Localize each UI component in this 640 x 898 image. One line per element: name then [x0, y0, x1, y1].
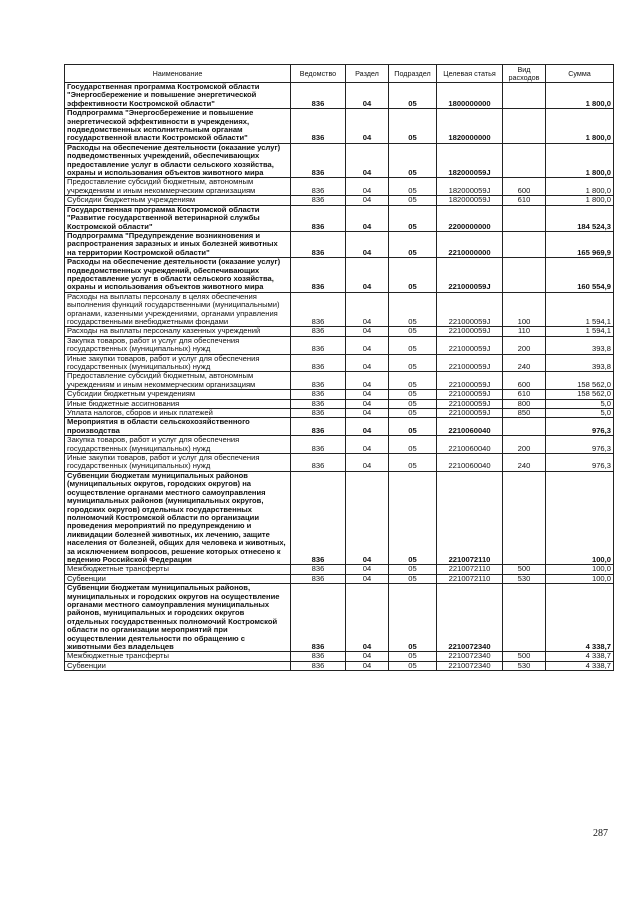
cell-vid: 800 — [503, 399, 546, 408]
cell-podrazdel: 05 — [389, 109, 437, 144]
cell-podrazdel: 05 — [389, 471, 437, 564]
cell-name: Расходы на выплаты персоналу в целях обеспечения выполнения функций государственными (муниципальными) органами, казенными учреждениями, органами управления государственными внебюджетными фондами — [65, 292, 291, 327]
cell-vid: 600 — [503, 372, 546, 390]
cell-statya: 221000059J — [437, 399, 503, 408]
cell-vid: 500 — [503, 652, 546, 661]
cell-vedomstvo: 836 — [291, 372, 346, 390]
cell-vedomstvo: 836 — [291, 354, 346, 372]
table-row — [65, 336, 614, 354]
cell-vid: 200 — [503, 336, 546, 354]
cell-summa: 976,3 — [546, 454, 614, 472]
cell-razdel: 04 — [346, 231, 389, 257]
cell-podrazdel: 05 — [389, 354, 437, 372]
cell-name: Расходы на выплаты персоналу казенных учреждений — [65, 327, 291, 336]
cell-razdel: 04 — [346, 205, 389, 231]
cell-name: Субсидии бюджетным учреждениям — [65, 390, 291, 399]
cell-podrazdel: 05 — [389, 390, 437, 399]
table-row — [65, 143, 614, 178]
table-row — [65, 196, 614, 205]
cell-statya: 2210060040 — [437, 418, 503, 436]
cell-vedomstvo: 836 — [291, 471, 346, 564]
cell-name: Межбюджетные трансферты — [65, 565, 291, 574]
cell-podrazdel: 05 — [389, 436, 437, 454]
cell-razdel: 04 — [346, 336, 389, 354]
cell-vedomstvo: 836 — [291, 390, 346, 399]
cell-name: Мероприятия в области сельскохозяйственного производства — [65, 418, 291, 436]
cell-name: Закупка товаров, работ и услуг для обеспечения государственных (муниципальных) нужд — [65, 436, 291, 454]
cell-statya: 2200000000 — [437, 205, 503, 231]
cell-vedomstvo: 836 — [291, 178, 346, 196]
cell-vedomstvo: 836 — [291, 231, 346, 257]
cell-name: Подпрограмма "Предупреждение возникновения и распространения заразных и иных болезней животных на территории Костромской области" — [65, 231, 291, 257]
cell-summa: 4 338,7 — [546, 652, 614, 661]
cell-razdel: 04 — [346, 258, 389, 293]
cell-statya: 221000059J — [437, 372, 503, 390]
header-vedomstvo: Ведомство — [291, 65, 346, 83]
cell-podrazdel: 05 — [389, 565, 437, 574]
cell-vedomstvo: 836 — [291, 258, 346, 293]
cell-podrazdel: 05 — [389, 454, 437, 472]
cell-vedomstvo: 836 — [291, 436, 346, 454]
page-number: 287 — [593, 828, 608, 839]
cell-vid: 530 — [503, 574, 546, 583]
cell-vid: 600 — [503, 178, 546, 196]
cell-razdel: 04 — [346, 436, 389, 454]
cell-summa: 100,0 — [546, 565, 614, 574]
table-row — [65, 418, 614, 436]
cell-statya: 221000059J — [437, 354, 503, 372]
cell-razdel: 04 — [346, 196, 389, 205]
table-row — [65, 205, 614, 231]
cell-summa: 1 800,0 — [546, 143, 614, 178]
table-row — [65, 471, 614, 564]
cell-statya: 2210072340 — [437, 661, 503, 670]
cell-summa: 976,3 — [546, 418, 614, 436]
cell-summa: 393,8 — [546, 354, 614, 372]
cell-razdel: 04 — [346, 661, 389, 670]
cell-vedomstvo: 836 — [291, 205, 346, 231]
table-row — [65, 292, 614, 327]
table-row — [65, 372, 614, 390]
cell-vedomstvo: 836 — [291, 418, 346, 436]
cell-name: Расходы на обеспечение деятельности (оказание услуг) подведомственных учреждений, обеспечивающих предоставление услуг в области сельского хозяйства, охраны и использования объектов животного мира — [65, 258, 291, 293]
cell-podrazdel: 05 — [389, 336, 437, 354]
cell-summa: 393,8 — [546, 336, 614, 354]
table-row — [65, 83, 614, 109]
header-statya: Целевая статья — [437, 65, 503, 83]
cell-podrazdel: 05 — [389, 292, 437, 327]
cell-summa: 100,0 — [546, 574, 614, 583]
cell-statya: 182000059J — [437, 196, 503, 205]
table-row — [65, 454, 614, 472]
cell-name: Подпрограмма "Энергосбережение и повышение энергетической эффективности в учреждениях, подведомственных исполнительным органам государственной власти Костромской области" — [65, 109, 291, 144]
cell-vedomstvo: 836 — [291, 454, 346, 472]
cell-summa: 100,0 — [546, 471, 614, 564]
table-row — [65, 231, 614, 257]
cell-vedomstvo: 836 — [291, 399, 346, 408]
cell-vedomstvo: 836 — [291, 661, 346, 670]
cell-vid: 240 — [503, 354, 546, 372]
cell-statya: 2210072110 — [437, 471, 503, 564]
cell-vedomstvo: 836 — [291, 584, 346, 652]
table-row — [65, 258, 614, 293]
table-row — [65, 565, 614, 574]
cell-razdel: 04 — [346, 565, 389, 574]
cell-statya: 221000059J — [437, 336, 503, 354]
cell-summa: 1 800,0 — [546, 83, 614, 109]
cell-razdel: 04 — [346, 390, 389, 399]
cell-vedomstvo: 836 — [291, 336, 346, 354]
cell-summa: 976,3 — [546, 436, 614, 454]
cell-razdel: 04 — [346, 471, 389, 564]
cell-vid: 240 — [503, 454, 546, 472]
cell-podrazdel: 05 — [389, 205, 437, 231]
table-row — [65, 652, 614, 661]
cell-vid: 610 — [503, 390, 546, 399]
cell-statya: 1800000000 — [437, 83, 503, 109]
cell-vid — [503, 143, 546, 178]
cell-vedomstvo: 836 — [291, 327, 346, 336]
cell-vedomstvo: 836 — [291, 109, 346, 144]
cell-vid — [503, 231, 546, 257]
table-row — [65, 178, 614, 196]
cell-vedomstvo: 836 — [291, 574, 346, 583]
header-vid: Вид расходов — [503, 65, 546, 83]
cell-vid: 500 — [503, 565, 546, 574]
cell-statya: 221000059J — [437, 327, 503, 336]
table-row — [65, 327, 614, 336]
cell-name: Субвенции бюджетам муниципальных районов, муниципальных и городских округов на осуществление органами местного самоуправления муниципальных районов, муниципальных и городских округов отдельных государственных полномочий Костромской области по организации мероприятий при осуществлении деятельности по обращению с животными без владельцев — [65, 584, 291, 652]
cell-name: Иные закупки товаров, работ и услуг для обеспечения государственных (муниципальных) нужд — [65, 454, 291, 472]
cell-vid: 850 — [503, 409, 546, 418]
cell-vid — [503, 83, 546, 109]
cell-vid: 100 — [503, 292, 546, 327]
cell-podrazdel: 05 — [389, 327, 437, 336]
cell-razdel: 04 — [346, 584, 389, 652]
cell-podrazdel: 05 — [389, 661, 437, 670]
cell-razdel: 04 — [346, 418, 389, 436]
cell-podrazdel: 05 — [389, 83, 437, 109]
cell-razdel: 04 — [346, 143, 389, 178]
cell-vedomstvo: 836 — [291, 565, 346, 574]
cell-vid: 610 — [503, 196, 546, 205]
cell-statya: 2210000000 — [437, 231, 503, 257]
cell-name: Субвенции бюджетам муниципальных районов (муниципальных округов, городских округов) на осуществление органами местного самоуправления муниципальных районов (муниципальных округов, городских округов) отдельных государственных полномочий Костромской области по организации проведения мероприятий по предупреждению и ликвидации болезней животных, их лечению, защите населения от болезней, общих для человека и животных, за исключением вопросов, решение которых отнесено к ведению Российской Федерации — [65, 471, 291, 564]
cell-razdel: 04 — [346, 109, 389, 144]
cell-name: Иные закупки товаров, работ и услуг для обеспечения государственных (муниципальных) нужд — [65, 354, 291, 372]
cell-vid — [503, 471, 546, 564]
cell-razdel: 04 — [346, 574, 389, 583]
cell-vedomstvo: 836 — [291, 83, 346, 109]
cell-summa: 184 524,3 — [546, 205, 614, 231]
cell-statya: 221000059J — [437, 258, 503, 293]
table-row — [65, 109, 614, 144]
cell-razdel: 04 — [346, 327, 389, 336]
cell-name: Межбюджетные трансферты — [65, 652, 291, 661]
cell-statya: 2210060040 — [437, 436, 503, 454]
cell-vedomstvo: 836 — [291, 409, 346, 418]
cell-podrazdel: 05 — [389, 231, 437, 257]
cell-vid — [503, 109, 546, 144]
cell-vid — [503, 258, 546, 293]
budget-table-container — [64, 64, 613, 671]
cell-razdel: 04 — [346, 652, 389, 661]
cell-podrazdel: 05 — [389, 418, 437, 436]
cell-summa: 1 800,0 — [546, 178, 614, 196]
cell-razdel: 04 — [346, 83, 389, 109]
table-row — [65, 354, 614, 372]
table-header-row — [65, 65, 614, 83]
cell-statya: 2210072340 — [437, 652, 503, 661]
cell-podrazdel: 05 — [389, 409, 437, 418]
budget-table — [64, 64, 614, 671]
cell-summa: 1 594,1 — [546, 292, 614, 327]
cell-statya: 2210072110 — [437, 574, 503, 583]
cell-podrazdel: 05 — [389, 652, 437, 661]
cell-statya: 221000059J — [437, 409, 503, 418]
cell-summa: 4 338,7 — [546, 584, 614, 652]
table-row — [65, 584, 614, 652]
cell-statya: 2210060040 — [437, 454, 503, 472]
cell-podrazdel: 05 — [389, 196, 437, 205]
cell-podrazdel: 05 — [389, 143, 437, 178]
table-body — [65, 83, 614, 671]
table-row — [65, 661, 614, 670]
cell-statya: 182000059J — [437, 143, 503, 178]
cell-vid — [503, 584, 546, 652]
header-name: Наименование — [65, 65, 291, 83]
cell-podrazdel: 05 — [389, 178, 437, 196]
cell-statya: 2210072110 — [437, 565, 503, 574]
cell-summa: 5,0 — [546, 399, 614, 408]
cell-summa: 5,0 — [546, 409, 614, 418]
cell-summa: 4 338,7 — [546, 661, 614, 670]
header-summa: Сумма — [546, 65, 614, 83]
table-row — [65, 436, 614, 454]
cell-razdel: 04 — [346, 409, 389, 418]
cell-podrazdel: 05 — [389, 258, 437, 293]
cell-name: Государственная программа Костромской области "Развитие государственной ветеринарной службы Костромской области" — [65, 205, 291, 231]
cell-razdel: 04 — [346, 354, 389, 372]
cell-vid — [503, 418, 546, 436]
cell-vedomstvo: 836 — [291, 196, 346, 205]
cell-vid: 110 — [503, 327, 546, 336]
cell-name: Иные бюджетные ассигнования — [65, 399, 291, 408]
cell-name: Предоставление субсидий бюджетным, автономным учреждениям и иным некоммерческим организациям — [65, 178, 291, 196]
cell-razdel: 04 — [346, 372, 389, 390]
cell-summa: 160 554,9 — [546, 258, 614, 293]
cell-vedomstvo: 836 — [291, 652, 346, 661]
cell-name: Субсидии бюджетным учреждениям — [65, 196, 291, 205]
cell-vid — [503, 205, 546, 231]
cell-statya: 2210072340 — [437, 584, 503, 652]
cell-podrazdel: 05 — [389, 372, 437, 390]
cell-podrazdel: 05 — [389, 399, 437, 408]
cell-vid: 530 — [503, 661, 546, 670]
cell-summa: 158 562,0 — [546, 390, 614, 399]
cell-summa: 165 969,9 — [546, 231, 614, 257]
cell-summa: 1 800,0 — [546, 109, 614, 144]
cell-podrazdel: 05 — [389, 574, 437, 583]
table-row — [65, 390, 614, 399]
cell-summa: 1 800,0 — [546, 196, 614, 205]
cell-vid: 200 — [503, 436, 546, 454]
cell-vedomstvo: 836 — [291, 143, 346, 178]
cell-name: Субвенции — [65, 574, 291, 583]
cell-razdel: 04 — [346, 454, 389, 472]
cell-statya: 1820000000 — [437, 109, 503, 144]
cell-summa: 158 562,0 — [546, 372, 614, 390]
cell-name: Предоставление субсидий бюджетным, автономным учреждениям и иным некоммерческим организациям — [65, 372, 291, 390]
cell-vedomstvo: 836 — [291, 292, 346, 327]
header-razdel: Раздел — [346, 65, 389, 83]
cell-summa: 1 594,1 — [546, 327, 614, 336]
cell-statya: 221000059J — [437, 292, 503, 327]
cell-razdel: 04 — [346, 399, 389, 408]
cell-name: Субвенции — [65, 661, 291, 670]
cell-name: Расходы на обеспечение деятельности (оказание услуг) подведомственных учреждений, обеспечивающих предоставление услуг в области сельского хозяйства, охраны и использования объектов животного мира — [65, 143, 291, 178]
cell-name: Уплата налогов, сборов и иных платежей — [65, 409, 291, 418]
cell-razdel: 04 — [346, 178, 389, 196]
cell-statya: 221000059J — [437, 390, 503, 399]
cell-name: Закупка товаров, работ и услуг для обеспечения государственных (муниципальных) нужд — [65, 336, 291, 354]
cell-statya: 182000059J — [437, 178, 503, 196]
cell-name: Государственная программа Костромской области "Энергосбережение и повышение энергетической эффективности Костромской области" — [65, 83, 291, 109]
header-podrazdel: Подраздел — [389, 65, 437, 83]
cell-razdel: 04 — [346, 292, 389, 327]
cell-podrazdel: 05 — [389, 584, 437, 652]
